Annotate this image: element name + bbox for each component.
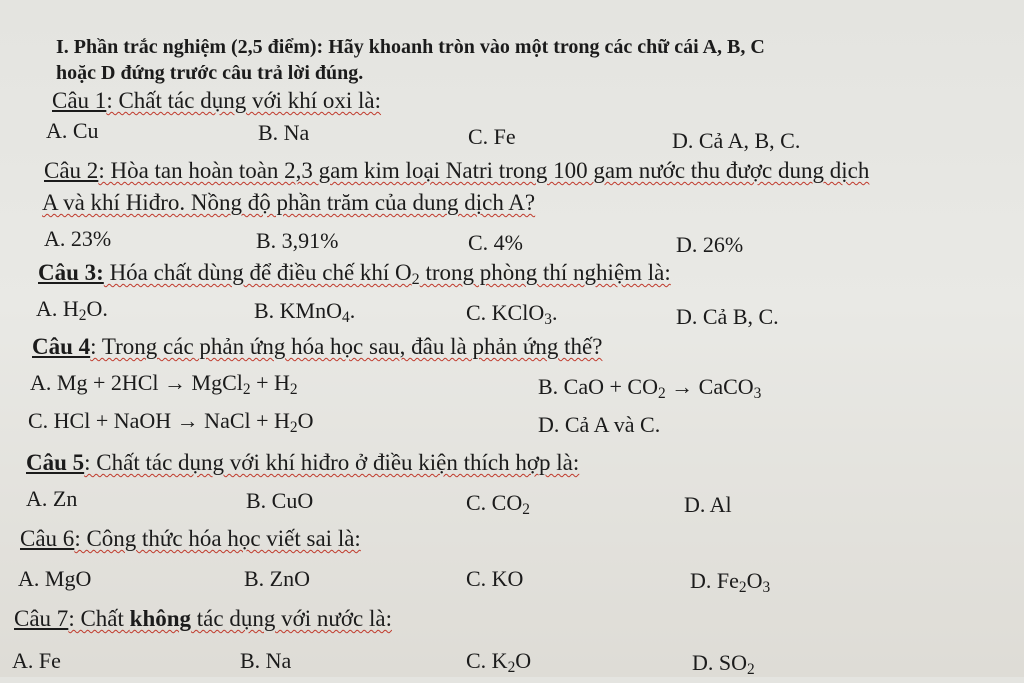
q7-option-a[interactable]: A. Fe bbox=[12, 648, 61, 673]
q6-option-c[interactable]: C. KO bbox=[466, 566, 524, 591]
q4-option-b[interactable]: B. CaO + $CO_2$ → CaCO$_3$ bbox=[538, 374, 762, 402]
question-text: : Hòa tan hoàn toàn 2,3 gam kim loại Natri trong 100 gam nước thu được dung dịch bbox=[98, 158, 870, 183]
question-text: : Chất tác dụng với khí oxi là: bbox=[106, 88, 382, 113]
q7-option-b[interactable]: B. Na bbox=[240, 648, 292, 673]
q4-option-d[interactable]: D. Cả A và C. bbox=[538, 412, 661, 437]
question-6 bbox=[20, 526, 361, 552]
question-5 bbox=[26, 450, 579, 476]
q3-option-b[interactable]: B. KMnO$_4$. bbox=[254, 298, 356, 326]
q4-option-c[interactable]: C. HCl + NaOH → NaCl + $H_2O$ bbox=[28, 408, 314, 436]
question-label: Câu 4 bbox=[32, 334, 91, 359]
question-label: Câu 3: bbox=[38, 260, 104, 285]
q2-option-a[interactable]: A. 23% bbox=[44, 226, 112, 251]
question-label: Câu 5 bbox=[26, 450, 85, 475]
question-3 bbox=[38, 260, 671, 293]
question-4 bbox=[32, 334, 602, 360]
question-2 bbox=[44, 158, 869, 184]
question-text: : Chất không tác dụng với nước là: bbox=[68, 606, 392, 631]
question-text: : Trong các phản ứng hóa học sau, đâu là phản ứng thế? bbox=[90, 334, 603, 359]
q6-option-a[interactable]: A. MgO bbox=[18, 566, 92, 591]
q2-option-d[interactable]: D. 26% bbox=[676, 232, 744, 257]
q2-option-c[interactable]: C. 4% bbox=[468, 230, 523, 255]
emphasis-word: không bbox=[129, 606, 192, 631]
section-heading-line2: hoặc D đứng trước câu trả lời đúng. bbox=[56, 62, 364, 84]
q5-option-a[interactable]: A. Zn bbox=[26, 486, 78, 511]
question-label: Câu 2 bbox=[44, 158, 99, 183]
question-2-line2 bbox=[42, 190, 535, 216]
q5-option-b[interactable]: B. CuO bbox=[246, 488, 314, 513]
q1-option-d[interactable]: D. Cả A, B, C. bbox=[672, 128, 801, 153]
question-text-cont: A và khí Hiđro. Nồng độ phần trăm của dung dịch A? bbox=[42, 190, 536, 215]
question-text: : Chất tác dụng với khí hiđro ở điều kiện thích hợp là: bbox=[84, 450, 580, 475]
q1-option-c[interactable]: C. Fe bbox=[468, 124, 516, 149]
q3-option-a[interactable]: A. $H_2O$. bbox=[36, 296, 108, 324]
q6-option-d[interactable]: D. $Fe_2O_3$ bbox=[690, 568, 771, 596]
q5-option-c[interactable]: C. $CO_2$ bbox=[466, 490, 530, 518]
section-heading: I. Phần trắc nghiệm (2,5 điểm): Hãy khoanh tròn vào một trong các chữ cái A, B, C bbox=[56, 36, 765, 58]
question-label: Câu 6 bbox=[20, 526, 75, 551]
question-label: Câu 1 bbox=[52, 88, 107, 113]
q7-option-c[interactable]: C. $K_2O$ bbox=[466, 648, 532, 676]
question-7 bbox=[14, 606, 392, 632]
question-text: Hóa chất dùng để điều chế khí $O_2$ trong phòng thí nghiệm là: bbox=[103, 260, 671, 289]
q4-option-a[interactable]: A. Mg + 2HCl → MgCl$_2$ + $H_2$ bbox=[30, 370, 298, 398]
q2-option-b[interactable]: B. 3,91% bbox=[256, 228, 339, 253]
q5-option-d[interactable]: D. Al bbox=[684, 492, 732, 517]
question-label: Câu 7 bbox=[14, 606, 69, 631]
q1-option-b[interactable]: B. Na bbox=[258, 120, 310, 145]
question-text: : Công thức hóa học viết sai là: bbox=[74, 526, 361, 551]
q6-option-b[interactable]: B. ZnO bbox=[244, 566, 310, 591]
question-1 bbox=[52, 88, 381, 114]
q3-option-c[interactable]: C. KClO$_3$. bbox=[466, 300, 558, 328]
q1-option-a[interactable]: A. Cu bbox=[46, 118, 99, 143]
q7-option-d[interactable]: D. $SO_2$ bbox=[692, 650, 755, 678]
q3-option-d[interactable]: D. Cả B, C. bbox=[676, 304, 779, 329]
